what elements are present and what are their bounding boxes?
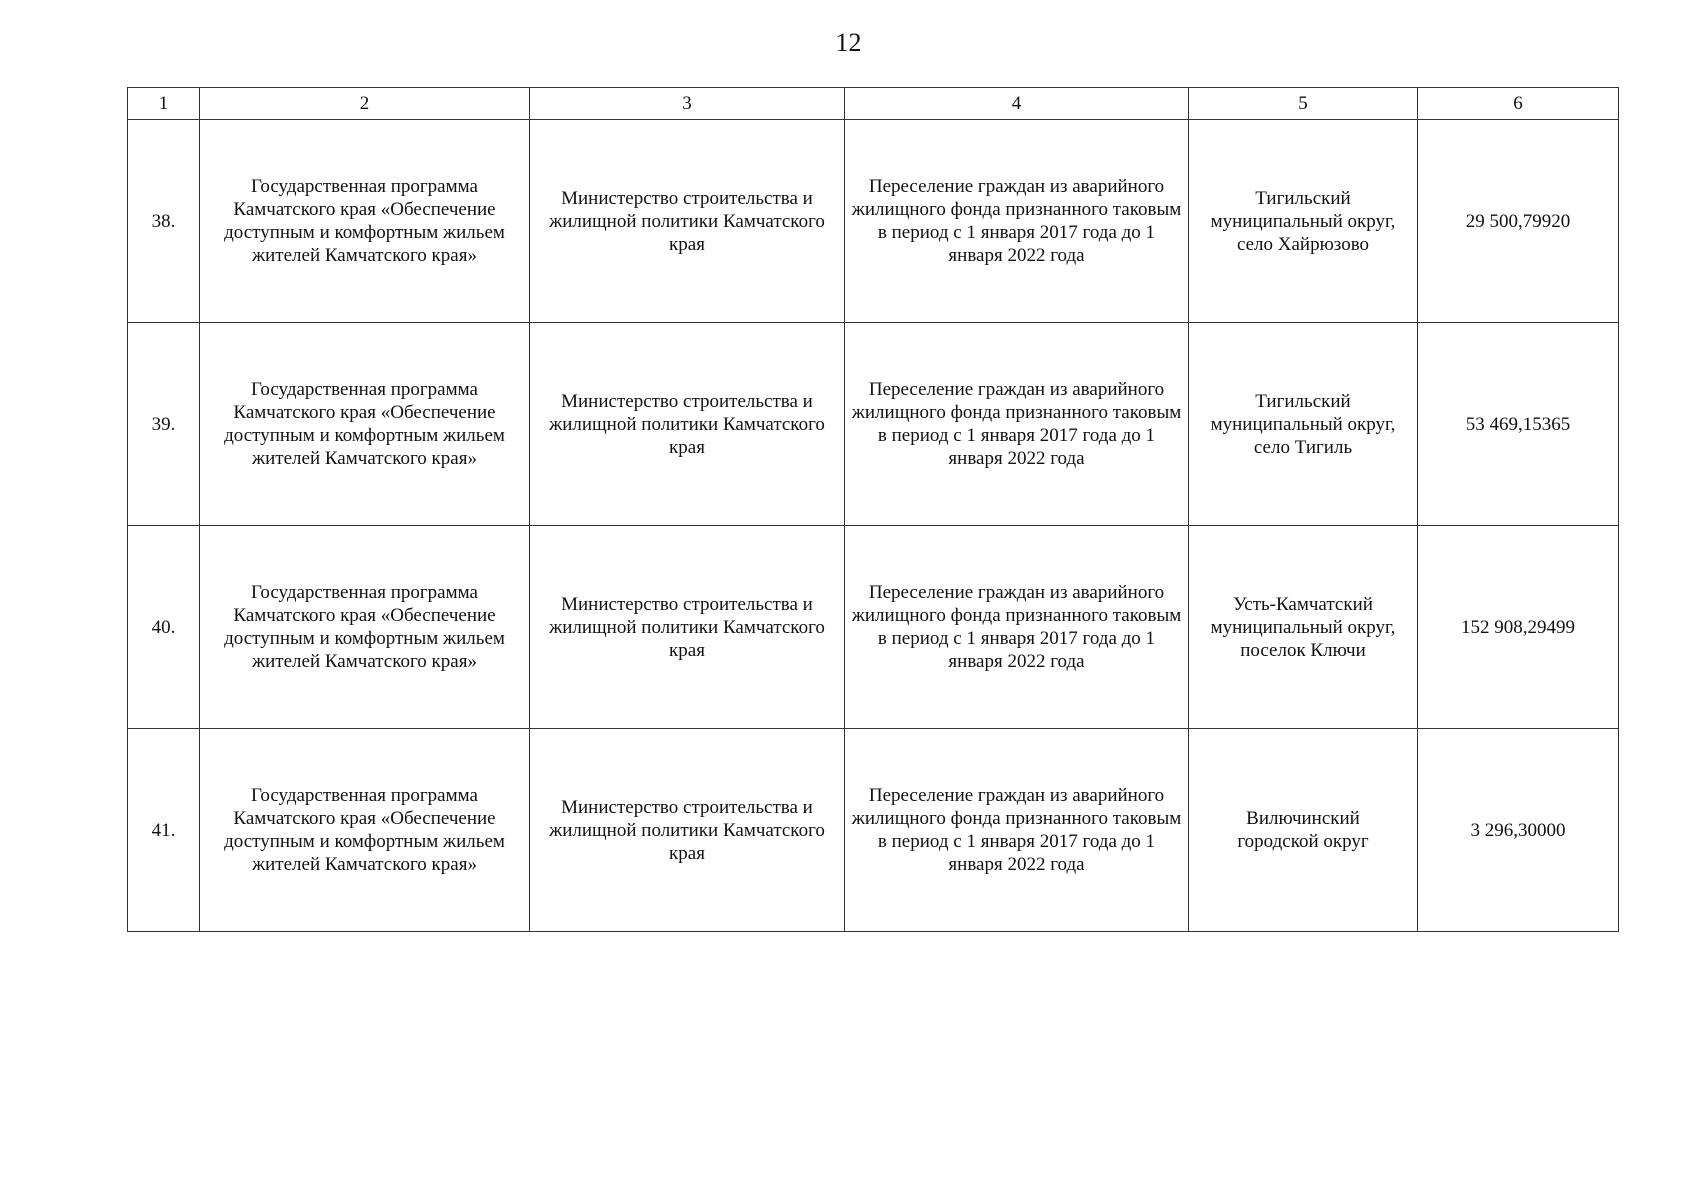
program-cell: Государственная программа Камчатского края «Обеспечение доступным и комфортным жильем жителей Камчатского края» xyxy=(200,323,530,526)
column-header: 1 xyxy=(128,88,200,120)
row-number-cell: 39. xyxy=(128,323,200,526)
location-cell xyxy=(1189,526,1418,729)
location-text: Тигильский муниципальный округ, село Хайрюзово xyxy=(1210,187,1396,255)
ministry-cell: Министерство строительства и жилищной политики Камчатского края xyxy=(530,729,845,932)
location-text: Тигильский муниципальный округ, село Тигиль xyxy=(1210,390,1396,458)
table-row xyxy=(128,120,1619,323)
ministry-cell: Министерство строительства и жилищной политики Камчатского края xyxy=(530,526,845,729)
program-cell: Государственная программа Камчатского края «Обеспечение доступным и комфортным жильем жителей Камчатского края» xyxy=(200,526,530,729)
column-header: 6 xyxy=(1418,88,1619,120)
purpose-cell: Переселение граждан из аварийного жилищного фонда признанного таковым в период с 1 января 2017 года до 1 января 2022 года xyxy=(845,526,1189,729)
row-number-cell: 40. xyxy=(128,526,200,729)
location-cell xyxy=(1189,323,1418,526)
table-row xyxy=(128,729,1619,932)
program-cell: Государственная программа Камчатского края «Обеспечение доступным и комфортным жильем жителей Камчатского края» xyxy=(200,120,530,323)
purpose-cell: Переселение граждан из аварийного жилищного фонда признанного таковым в период с 1 января 2017 года до 1 января 2022 года xyxy=(845,323,1189,526)
row-number-cell: 41. xyxy=(128,729,200,932)
column-header: 4 xyxy=(845,88,1189,120)
amount-cell: 29 500,79920 xyxy=(1418,120,1619,323)
column-number-row xyxy=(128,88,1619,120)
location-cell xyxy=(1189,120,1418,323)
ministry-cell: Министерство строительства и жилищной политики Камчатского края xyxy=(530,323,845,526)
amount-cell: 3 296,30000 xyxy=(1418,729,1619,932)
table-row xyxy=(128,323,1619,526)
program-cell: Государственная программа Камчатского края «Обеспечение доступным и комфортным жильем жителей Камчатского края» xyxy=(200,729,530,932)
location-text: Усть-Камчатский муниципальный округ, поселок Ключи xyxy=(1210,593,1396,661)
location-cell xyxy=(1189,729,1418,932)
purpose-cell: Переселение граждан из аварийного жилищного фонда признанного таковым в период с 1 января 2017 года до 1 января 2022 года xyxy=(845,120,1189,323)
purpose-cell: Переселение граждан из аварийного жилищного фонда признанного таковым в период с 1 января 2017 года до 1 января 2022 года xyxy=(845,729,1189,932)
row-number-cell: 38. xyxy=(128,120,200,323)
page-number: 12 xyxy=(835,28,862,57)
table-row xyxy=(128,526,1619,729)
ministry-cell: Министерство строительства и жилищной политики Камчатского края xyxy=(530,120,845,323)
amount-cell: 53 469,15365 xyxy=(1418,323,1619,526)
amount-cell: 152 908,29499 xyxy=(1418,526,1619,729)
column-header: 2 xyxy=(200,88,530,120)
column-header: 5 xyxy=(1189,88,1418,120)
column-header: 3 xyxy=(530,88,845,120)
location-text: Вилючинский городской округ xyxy=(1237,808,1369,852)
allocation-table xyxy=(127,87,1619,932)
